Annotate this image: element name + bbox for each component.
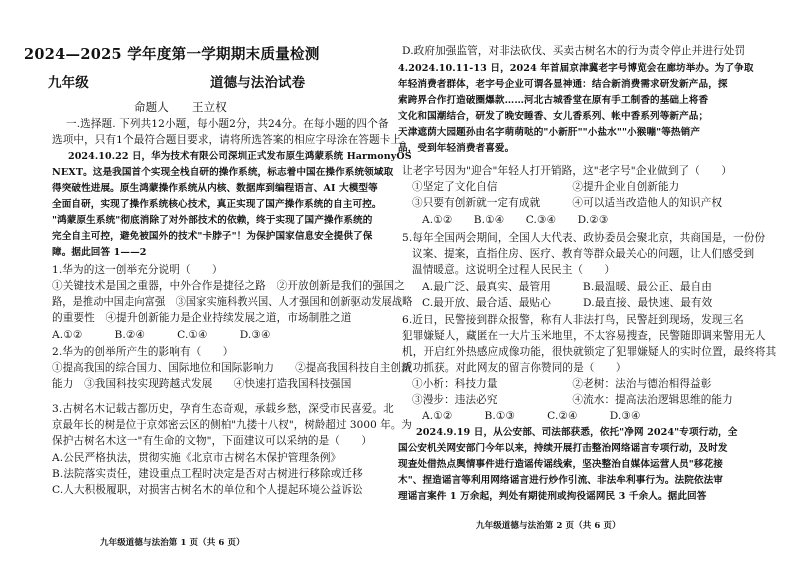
q6-stem: 6.近日，民警接到群众报警，称有人非法打鸟，民警赶到现场，发现三名 (402, 314, 744, 326)
q6-options: A.①② B.①③ C.②④ D.③④ (422, 410, 641, 422)
q7-material: 现查处借热点舆情事件进行造谣传谣线索，坚决整治自媒体运营人员"移花接 (398, 459, 723, 470)
q1-item: 的重要性 ④提升创新能力是企业持续发展之道，市场制胜之道 (52, 312, 352, 324)
exam-title: 2024—2025 学年度第一学期期末质量检测 (24, 46, 320, 63)
q3-option: A.公民严格执法，贯彻实施《北京市古树名木保护管理条例》 (52, 452, 342, 464)
q3-stem: 3.古树名木记载古都历史，孕育生态奇观，承载乡愁，深受市民喜爱。北 (52, 403, 394, 415)
q3-stem: 保护古树名木这一"有生命的文物"，下面建议可以采纳的是（ ） (52, 435, 373, 447)
q4-material: 品，受到年轻消费者喜爱。 (398, 143, 515, 154)
q4-stem: 让老字号因为"迎合"年轻人打开销路，这"老字号"企业做到了（ ） (402, 165, 733, 177)
q4-item: ①坚定了文化自信 ②提升企业自创新能力 (412, 181, 680, 193)
material-line: 完全自主可控，避免被国外的技术"卡脖子"！为保护国家信息安全提供了保 (52, 231, 373, 242)
material-line: 障。据此回答 1——2 (52, 247, 147, 258)
instruction-line: 选项中，只有1个最符合题目要求，请将所选答案的相应字母涂在答题卡上。 (52, 134, 412, 146)
author-line: 命题人 王立权 (134, 100, 227, 114)
page-footer: 九年级道德与法治第 2 页（共 6 页） (476, 521, 621, 531)
q1-item: 路，是推动中国走向富强 ③国家实施科教兴国、人才强国和创新驱动发展战略 (52, 296, 413, 308)
material-line: 全面自研，实现了操作系统核心技术，真正实现了国产操作系统的自主可控。 (52, 199, 382, 210)
q4-material: 天津遮荫大园题孙由名字萌萌哒的"小新肝""小盐水""小猴嘣"等热销产 (398, 127, 701, 138)
q5-stem: 5.每年全国两会期间，全国人大代表、政协委员会聚北京，共商国是，一份份 (402, 232, 766, 244)
q4-item: ③只要有创新就一定有成就 ④可以适当改造他人的知识产权 (412, 197, 723, 209)
grade-label: 九年级 (48, 75, 89, 91)
q4-material: 4.2024.10.11-13 日，2024 年首届京津冀老字号博览会在廊坊举办。为了争取 (398, 63, 754, 74)
q5-option: A.最广泛、最真实、最管用 B.最温暖、最公正、最自由 (422, 281, 712, 293)
q5-stem: 温情暖意。这说明全过程人民民主（ ） (412, 264, 616, 276)
q3-option: C.人大积极履职，对损害古树名木的单位和个人提起环境公益诉讼 (52, 484, 363, 496)
q7-material: 理谣言案件 1 万余起，判处有期徒刑或拘役谣网民 3 千余人。据此回答 (398, 491, 707, 502)
q3-stem: 京最年长的树是位于京郊密云区的侧柏"九搂十八杈"，树龄超过 3000 年。为 (52, 419, 412, 431)
material-line: "鸿蒙原生系统"彻底消除了对外部技术的依赖，终于实现了国产操作系统的 (52, 215, 373, 226)
q2-stem: 2.华为的创举所产生的影响有（ ） (52, 346, 234, 358)
material-line: 2024.10.22 日，华为技术有限公司深圳正式发布原生鸿蒙系统 HarmonyOS (68, 151, 412, 162)
q6-stem: 机，开启红外热感应成像功能，很快就锁定了犯罪嫌疑人的实时位置，最终将其 (402, 346, 777, 358)
q6-stem: 成功抓获。对此网友的留言你赞同的是（ ） (402, 362, 627, 374)
q1-stem: 1.华为的这一创举充分说明（ ） (52, 264, 223, 276)
q4-material: 文化和国潮结合，研发了晚安睡香、女儿香系列、帐中香系列等新产品； (398, 111, 709, 122)
material-line: 得突破性进展。原生鸿蒙操作系统从内核、数据库到编程语言、AI 大模型等 (52, 183, 378, 194)
q3-option: D.政府加强监管，对非法砍伐、买卖古树名木的行为责令停止并进行处罚 (402, 45, 746, 57)
q5-stem: 议案、提案，直指住房、医疗、教育等群众最关心的问题，让人们感受到 (412, 248, 755, 260)
q1-options: A.①② B.②④ C.①④ D.③④ (52, 329, 271, 341)
q2-item: 能力 ③我国科技实现跨越式发展 ④快速打造我国科技强国 (52, 378, 352, 390)
q1-item: ①关键技术是国之重器，中外合作是捷径之路 ②开放创新是我们的强国之 (52, 280, 405, 292)
q6-item: ③漫步：违法必究 ④流水：提高法治逻辑思维的能力 (412, 394, 733, 406)
q4-material: 索跨界合作打造破圈爆款……河北古城香堂在原有手工制香的基础上将香 (398, 95, 709, 106)
q6-item: ①小析：科技力量 ②老树：法治与德治相得益彰 (412, 378, 712, 390)
q4-options: A.①② B.①④ C.③④ D.②③ (422, 214, 609, 226)
page-footer: 九年级道德与法治第 1 页（共 6 页） (100, 538, 245, 548)
q4-material: 年轻消费者群体，老字号企业可谓各显神通：结合新消费需求研发新产品，探 (398, 79, 728, 90)
q6-stem: 犯罪嫌疑人，藏匿在一大片玉米地里，不太容易搜查，民警随即调来警用无人 (402, 330, 766, 342)
q2-item: ①提高我国的综合国力、国际地位和国际影响力 ②提高我国科技自主创新 (52, 362, 412, 374)
q7-material: 国公安机关网安部门今年以来，持续开展打击整治网络谣言专项行动，及时发 (398, 443, 728, 454)
material-line: NEXT。这是我国首个实现全栈自研的操作系统，标志着中国在操作系统领域取 (52, 167, 394, 178)
subject-label: 道德与法治试卷 (210, 75, 306, 91)
q3-option: B.法院落实责任，建设重点工程时决定是否对古树进行移除或迁移 (52, 468, 363, 480)
instruction-line: 一.选择题. 下列共12小题，每小题2分，共24分。在每小题的四个备 (66, 118, 389, 130)
q7-material: 木"、捏造谣言等利用网络谣言进行炒作引流、非法牟利事行为。法院依法审 (398, 475, 723, 486)
q5-option: C.最开放、最合适、最贴心 D.最直接、最快速、最有效 (422, 297, 713, 309)
q7-material: 2024.9.19 日，从公安部、司法部获悉，依托"净网 2024"专项行动，全 (416, 427, 738, 438)
